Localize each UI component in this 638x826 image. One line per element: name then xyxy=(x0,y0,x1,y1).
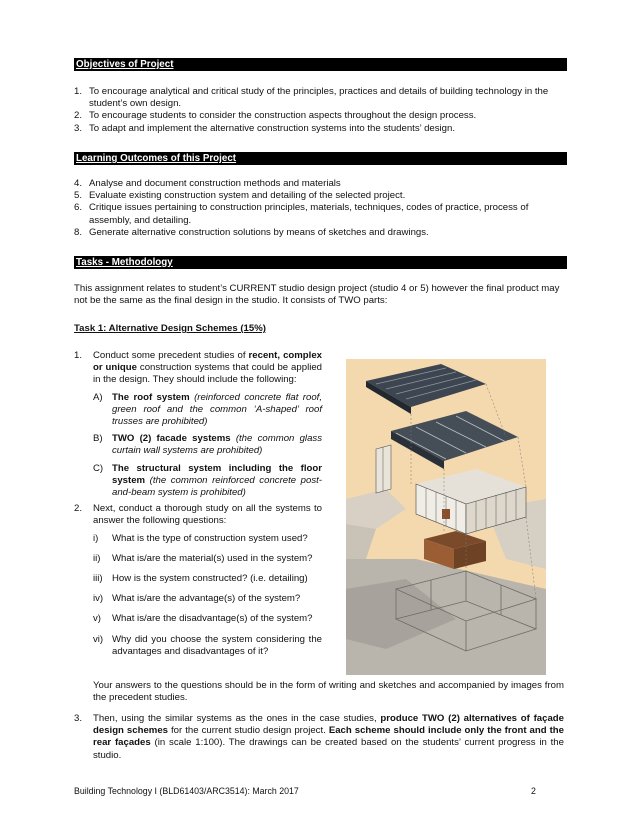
list-item: B) TWO (2) facade systems (the common glass curtain wall systems are prohibited) xyxy=(93,433,322,457)
tasks-heading: Tasks - Methodology xyxy=(74,256,567,269)
list-item: C) The structural system including the floor system (the common reinforced concrete post-and-beam system is prohibited) xyxy=(93,462,322,499)
page-number: 2 xyxy=(531,786,536,796)
exploded-building-figure xyxy=(346,359,546,675)
footer-course: Building Technology I (BLD61403/ARC3514): March 2017 xyxy=(74,786,299,796)
list-item: v) What is/are the disadvantage(s) of the system? xyxy=(93,613,313,625)
task1-left-column xyxy=(74,350,322,658)
task1-title: Task 1: Alternative Design Schemes (15%) xyxy=(74,323,266,334)
list-item: 8. Generate alternative construction solutions by means of sketches and drawings. xyxy=(74,226,429,238)
list-item: iv) What is/are the advantage(s) of the system? xyxy=(93,593,301,605)
list-item: 6. Critique issues pertaining to construction principles, materials, techniques, codes of practice, process of assembly, and detailing. xyxy=(74,202,529,226)
list-item: 1. To encourage analytical and critical study of the principles, practices and details of building technology in the student’s own design. xyxy=(74,86,549,110)
list-item: 1. Conduct some precedent studies of recent, complex or unique construction systems that could be applied in the design. They should include the following: xyxy=(74,350,322,386)
list-item: i) What is the type of construction system used? xyxy=(93,532,308,544)
list-item: 3. To adapt and implement the alternative construction systems into the students’ design. xyxy=(74,122,456,134)
objectives-heading: Objectives of Project xyxy=(74,58,567,71)
list-item: 2. Next, conduct a thorough study on all the systems to answer the following questions: xyxy=(74,503,322,527)
answers-note: Your answers to the questions should be in the form of writing and sketches and accompanied by images from the precedent studies. xyxy=(93,680,564,704)
list-item: vi) Why did you choose the system considering the advantages and disadvantages of it? xyxy=(93,633,322,657)
outcomes-list xyxy=(74,178,564,239)
list-item: 3. Then, using the similar systems as the ones in the case studies, produce TWO (2) alternatives of façade design schemes for the current studio design project. Each scheme should include only the front and the rear façades (in scale 1:100). The drawings can be created based on the students’ current progress in the studio. xyxy=(74,713,564,761)
list-item: iii) How is the system constructed? (i.e. detailing) xyxy=(93,573,308,585)
list-item: A) The roof system (reinforced concrete flat roof, green roof and the common ‘A-shaped’ roof trusses are prohibited) xyxy=(93,391,323,428)
list-item: 5. Evaluate existing construction system and detailing of the selected project. xyxy=(74,190,406,202)
list-item: 4. Analyse and document construction methods and materials xyxy=(74,178,341,189)
list-item: 2. To encourage students to consider the construction aspects throughout the design process. xyxy=(74,110,477,122)
objectives-list xyxy=(74,86,564,135)
facade-panel xyxy=(376,445,391,493)
list-item: ii) What is/are the material(s) used in the system? xyxy=(93,552,313,564)
tasks-intro: This assignment relates to student’s CURRENT studio design project (studio 4 or 5) however the final product may not be the same as the final design in the studio. It consists of TWO parts: xyxy=(74,283,560,307)
outcomes-heading: Learning Outcomes of this Project xyxy=(74,152,567,165)
